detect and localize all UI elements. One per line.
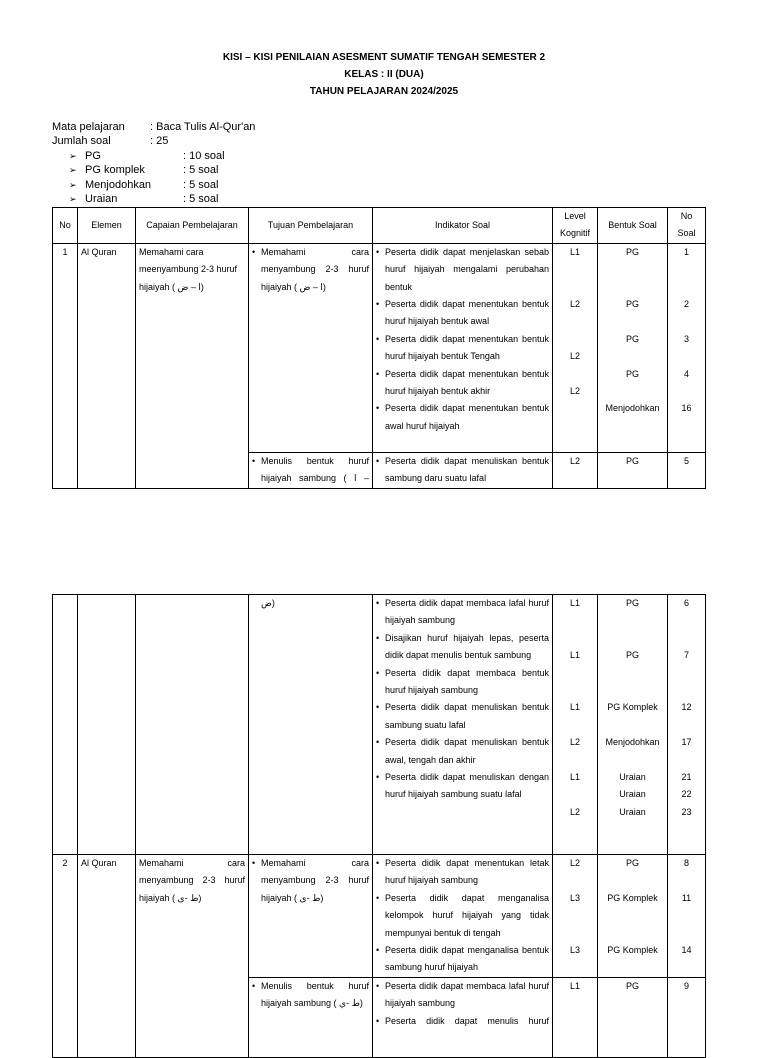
type-value: : 5 soal (183, 164, 219, 176)
nosoal-value: 23 (681, 806, 692, 817)
row-level (553, 855, 598, 978)
row-indikator (373, 855, 553, 978)
col-indikator: Indikator Soal (373, 208, 553, 244)
row-no: 1 (53, 243, 78, 488)
nosoal-value: 22 (681, 789, 692, 800)
arrow-bullet-icon: ➢ (69, 165, 77, 175)
type-value: : 5 soal (183, 179, 219, 191)
doc-title: KISI – KISI PENILAIAN ASESMENT SUMATIF TENGAH SEMESTER 2 (222, 52, 546, 63)
level-value: L2 (569, 858, 580, 868)
grid-table-page2 (52, 594, 706, 1058)
col-nosoal (668, 208, 706, 244)
tujuan-item: • Menulis bentuk huruf hijaiyah sambung ( ا – (252, 453, 369, 488)
doc-year: TAHUN PELAJARAN 2024/2025 (309, 86, 459, 97)
indikator-item: • Peserta didik dapat menuliskan dengan huruf hijaiyah sambung suatu lafal (376, 769, 549, 804)
bentuk-value: PG (625, 455, 639, 466)
level-value: L1 (569, 772, 580, 782)
bentuk-value: Menjodohkan (605, 737, 660, 748)
row-indikator (373, 452, 553, 488)
row-no (53, 595, 78, 855)
bentuk-value: PG (625, 368, 639, 379)
col-bentuk: Bentuk Soal (598, 208, 668, 244)
nosoal-value: 16 (681, 403, 692, 414)
col-elemen: Elemen (78, 208, 136, 244)
col-tujuan: Tujuan Pembelajaran (249, 208, 373, 244)
row-nosoal (668, 243, 706, 452)
bentuk-value: PG (625, 650, 639, 661)
level-value: L2 (569, 299, 580, 310)
row-tujuan (249, 452, 373, 488)
type-label: PG (85, 150, 101, 162)
bentuk-value: PG Komplek (607, 892, 658, 903)
capaian-text: Memahami cara menyambung 2-3 huruf hijaiyah ( ط -ى) (139, 858, 245, 903)
indikator-item: • Peserta didik dapat membaca lafal huruf hijaiyah sambung (376, 595, 549, 630)
subject-value: : Baca Tulis Al-Qur'an (150, 121, 256, 133)
indikator-item: • Peserta didik dapat menentukan bentuk awal huruf hijaiyah (376, 400, 549, 435)
nosoal-value: 1 (683, 246, 689, 257)
row-nosoal (668, 855, 706, 978)
nosoal-value: 14 (681, 945, 692, 955)
row-level (553, 243, 598, 452)
nosoal-value: 21 (681, 772, 692, 782)
indikator-item: • Peserta didik dapat membaca bentuk huruf hijaiyah sambung (376, 665, 549, 700)
bentuk-value: PG (625, 858, 639, 868)
nosoal-value: 12 (681, 702, 692, 713)
bentuk-value: PG Komplek (607, 702, 658, 713)
bentuk-value: PG (625, 333, 639, 344)
indikator-item: • Peserta didik dapat menganalisa kelompok huruf hijaiyah yang tidak mempunyai bentuk di tengah (376, 890, 549, 942)
row-tujuan (249, 977, 373, 1057)
row-indikator (373, 243, 553, 452)
level-value: L2 (569, 806, 580, 817)
level-value: L3 (569, 945, 580, 955)
row-capaian (136, 595, 249, 855)
bentuk-value: Menjodohkan (605, 403, 660, 414)
indikator-item: • Peserta didik dapat membaca lafal huruf hijaiyah sambung (376, 978, 549, 1013)
row-level (553, 977, 598, 1057)
level-value: L3 (569, 892, 580, 903)
row-indikator (373, 977, 553, 1057)
indikator-item: • Peserta didik dapat menentukan bentuk huruf hijaiyah bentuk Tengah (376, 331, 549, 366)
row-elemen (78, 595, 136, 855)
type-label: PG komplek (85, 164, 145, 176)
table-row (53, 243, 706, 452)
indikator-item: • Peserta didik dapat menjelaskan sebab huruf hijaiyah mengalami perubahan bentuk (376, 244, 549, 296)
level-value: L1 (569, 598, 580, 608)
doc-class: KELAS : II (DUA) (344, 69, 424, 80)
level-value: L1 (569, 650, 580, 661)
level-value: L1 (569, 980, 580, 991)
subject-label: Mata pelajaran (52, 121, 125, 133)
row-bentuk (598, 977, 668, 1057)
row-bentuk (598, 243, 668, 452)
level-value: L2 (569, 455, 580, 466)
col-no: No (53, 208, 78, 244)
table-row (53, 855, 706, 978)
level-value: L2 (569, 737, 580, 748)
count-label: Jumlah soal (52, 135, 111, 147)
indikator-item: • Peserta didik dapat menuliskan bentuk sambung daru suatu lafal (376, 453, 549, 488)
row-nosoal (668, 595, 706, 855)
row-capaian: Memahami cara meenyambung 2-3 huruf hijaiyah ( ا – ض) (136, 243, 249, 488)
col-level-line2: Kognitif (559, 228, 591, 239)
row-capaian (136, 855, 249, 1058)
nosoal-value: 3 (683, 333, 689, 344)
type-label: Menjodohkan (85, 179, 152, 191)
nosoal-value: 4 (683, 368, 689, 379)
nosoal-value: 7 (683, 650, 689, 661)
nosoal-value: 17 (681, 737, 692, 748)
bentuk-value: PG (625, 598, 639, 608)
row-elemen: Al Quran (78, 243, 136, 488)
level-value: L1 (569, 246, 580, 257)
bentuk-value: Uraian (619, 789, 646, 800)
arrow-bullet-icon: ➢ (69, 151, 77, 161)
count-value: : 25 (150, 135, 169, 147)
level-value: L2 (569, 386, 580, 397)
row-indikator (373, 595, 553, 855)
row-level (553, 452, 598, 488)
grid-table-page1 (52, 207, 706, 489)
row-nosoal (668, 452, 706, 488)
row-elemen: Al Quran (78, 855, 136, 1058)
level-value: L1 (569, 702, 580, 713)
col-capaian: Capaian Pembelajaran (136, 208, 249, 244)
level-value: L2 (569, 351, 580, 362)
type-label: Uraian (85, 193, 118, 205)
bentuk-value: PG (625, 299, 639, 310)
tujuan-item: • Memahami cara menyambung 2-3 huruf hijaiyah ( ط -ى) (252, 855, 369, 907)
indikator-item: • Peserta didik dapat menulis huruf (376, 1013, 549, 1030)
arrow-bullet-icon: ➢ (69, 180, 77, 190)
nosoal-value: 9 (683, 980, 689, 991)
nosoal-value: 2 (683, 299, 689, 310)
bentuk-value: PG Komplek (607, 945, 658, 955)
col-nosoal-line1: No (680, 211, 693, 221)
row-nosoal (668, 977, 706, 1057)
row-bentuk (598, 595, 668, 855)
row-tujuan (249, 243, 373, 452)
indikator-item: • Peserta didik dapat menentukan bentuk huruf hijaiyah bentuk akhir (376, 366, 549, 401)
row-no: 2 (53, 855, 78, 1058)
header-row (53, 208, 706, 244)
indikator-item: • Peserta didik dapat menganalisa bentuk sambung huruf hijaiyah (376, 942, 549, 977)
col-nosoal-line2: Soal (677, 228, 696, 239)
bentuk-value: PG (625, 980, 639, 991)
row-tujuan (249, 855, 373, 978)
col-level (553, 208, 598, 244)
indikator-item: • Peserta didik dapat menentukan bentuk huruf hijaiyah bentuk awal (376, 296, 549, 331)
arrow-bullet-icon: ➢ (69, 194, 77, 204)
row-bentuk (598, 452, 668, 488)
tujuan-item: • Menulis bentuk huruf hijaiyah sambung ( ط -ي) (252, 978, 369, 1013)
table-row (53, 595, 706, 855)
indikator-item: • Disajikan huruf hijaiyah lepas, peserta didik dapat menulis bentuk sambung (376, 630, 549, 665)
bentuk-value: PG (625, 246, 639, 257)
tujuan-tail: ض) (261, 598, 275, 608)
indikator-item: • Peserta didik dapat menuliskan bentuk sambung suatu lafal (376, 699, 549, 734)
row-level (553, 595, 598, 855)
row-tujuan (249, 595, 373, 855)
tujuan-item: • Memahami cara menyambung 2-3 huruf hijaiyah ( ا – ض) (252, 244, 369, 296)
nosoal-value: 5 (683, 455, 689, 466)
indikator-item: • Peserta didik dapat menuliskan bentuk awal, tengah dan akhir (376, 734, 549, 769)
type-value: : 10 soal (183, 150, 225, 162)
nosoal-value: 6 (683, 598, 689, 608)
bentuk-value: Uraian (619, 772, 646, 782)
bentuk-value: Uraian (619, 806, 646, 817)
row-bentuk (598, 855, 668, 978)
nosoal-value: 11 (681, 892, 692, 903)
nosoal-value: 8 (683, 858, 689, 868)
col-level-line1: Level (564, 211, 586, 221)
indikator-item: • Peserta didik dapat menentukan letak huruf hijaiyah sambung (376, 855, 549, 890)
type-value: : 5 soal (183, 193, 219, 205)
